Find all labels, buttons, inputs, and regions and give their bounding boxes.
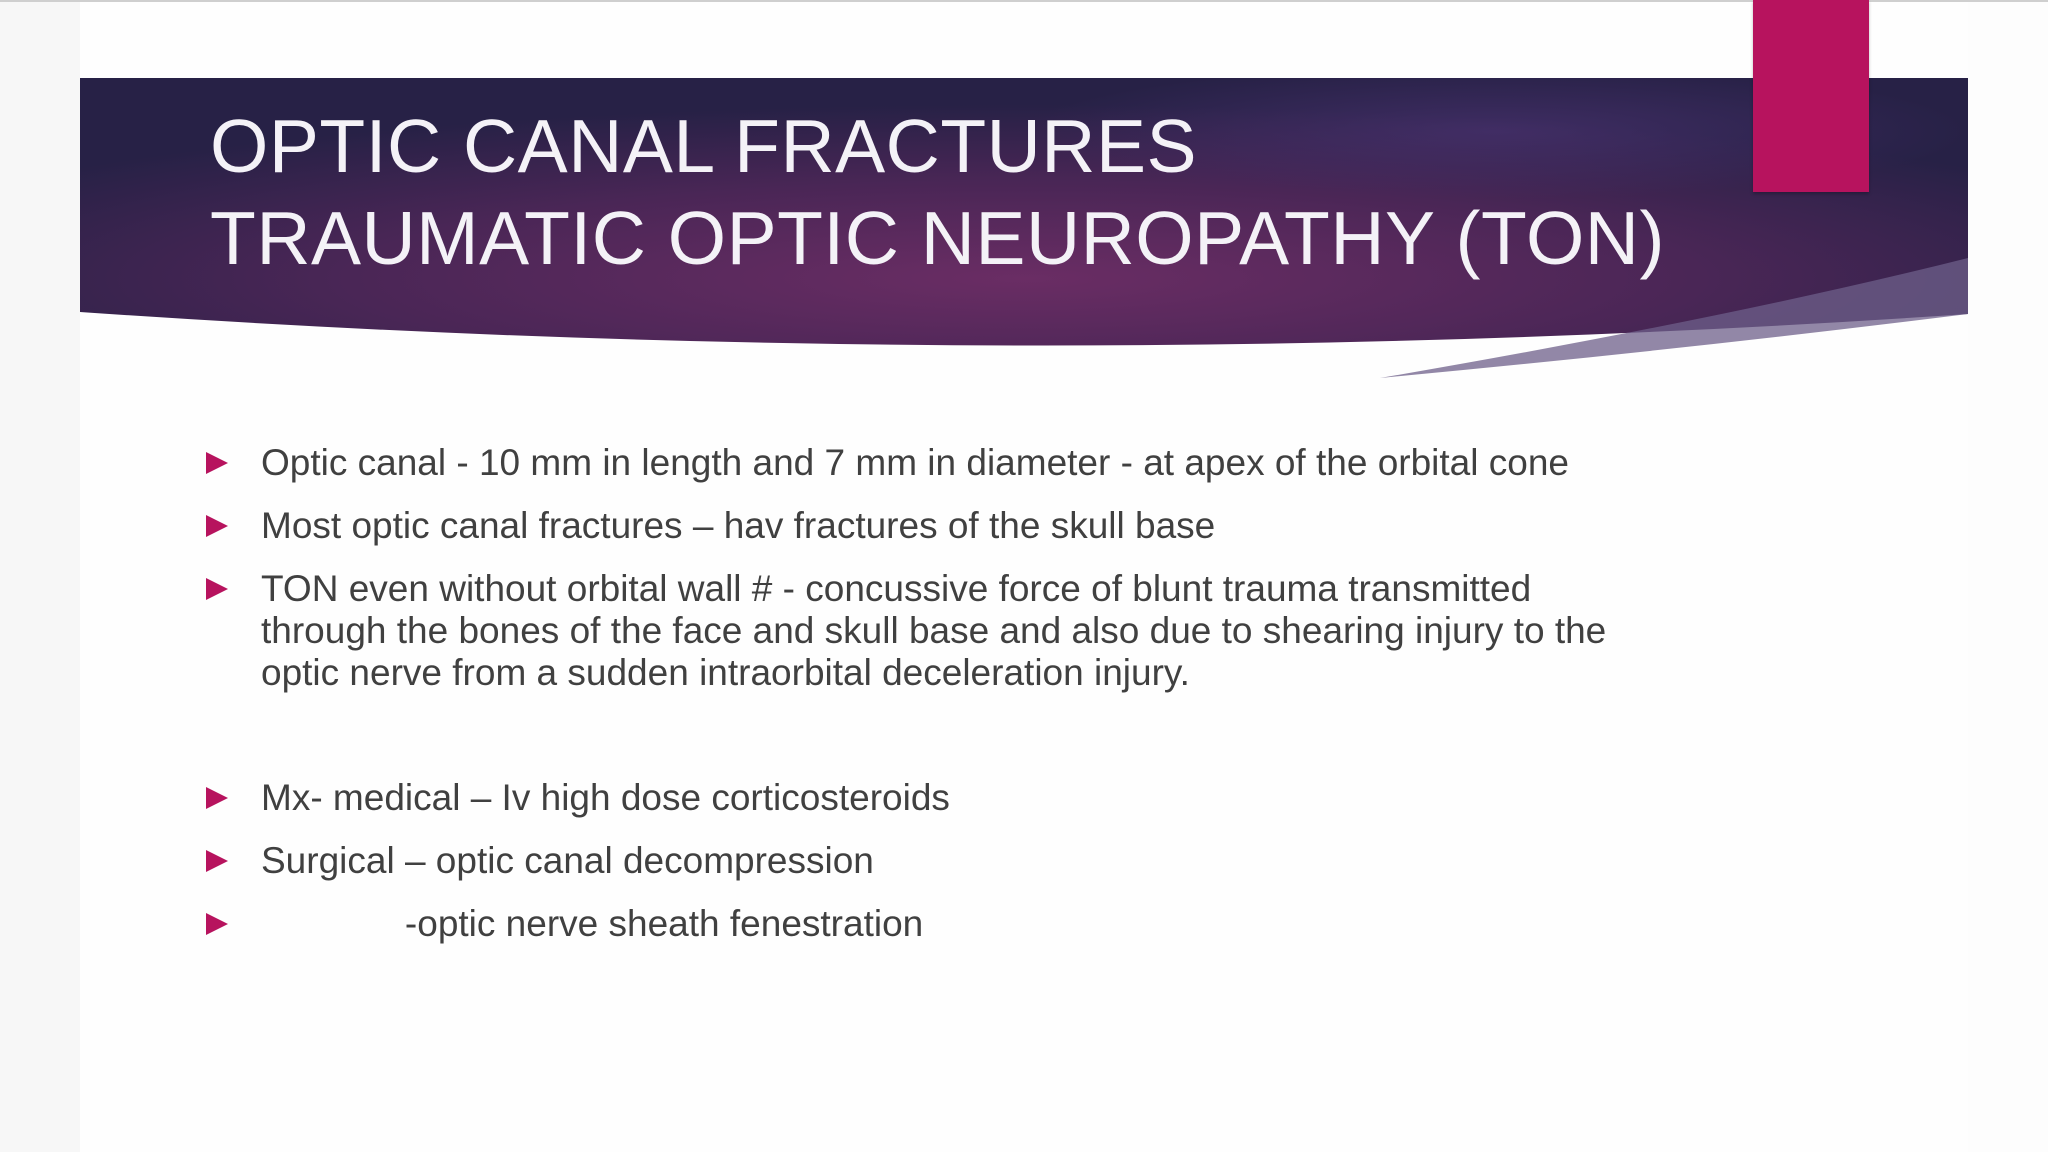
bullet-text: TON even without orbital wall # - concussive force of blunt trauma transmitted through the bones of the face and skull base and also due to shearing injury to the optic nerve from a sudden intraorbital deceleration injury. (261, 568, 1607, 693)
bullet-text: Optic canal - 10 mm in length and 7 mm in diameter - at apex of the orbital cone (261, 442, 1569, 483)
triangle-bullet-icon (206, 578, 228, 600)
title-line-2: TRAUMATIC OPTIC NEUROPATHY (TON) (210, 196, 1665, 280)
left-margin (0, 2, 80, 1152)
triangle-bullet-icon (206, 850, 228, 872)
bullet-text: Surgical – optic canal decompression (261, 840, 874, 881)
bullet-text: -optic nerve sheath fenestration (261, 903, 924, 944)
triangle-bullet-icon (206, 787, 228, 809)
accent-tab (1753, 0, 1869, 192)
triangle-bullet-icon (206, 452, 228, 474)
bullet-text: Most optic canal fractures – hav fractures of the skull base (261, 505, 1216, 546)
title-line-1: OPTIC CANAL FRACTURES (210, 104, 1198, 188)
slide-title (210, 100, 1665, 284)
triangle-bullet-icon (206, 913, 228, 935)
bullet-text: Mx- medical – Iv high dose corticosteroids (261, 777, 950, 818)
triangle-bullet-icon (206, 515, 228, 537)
